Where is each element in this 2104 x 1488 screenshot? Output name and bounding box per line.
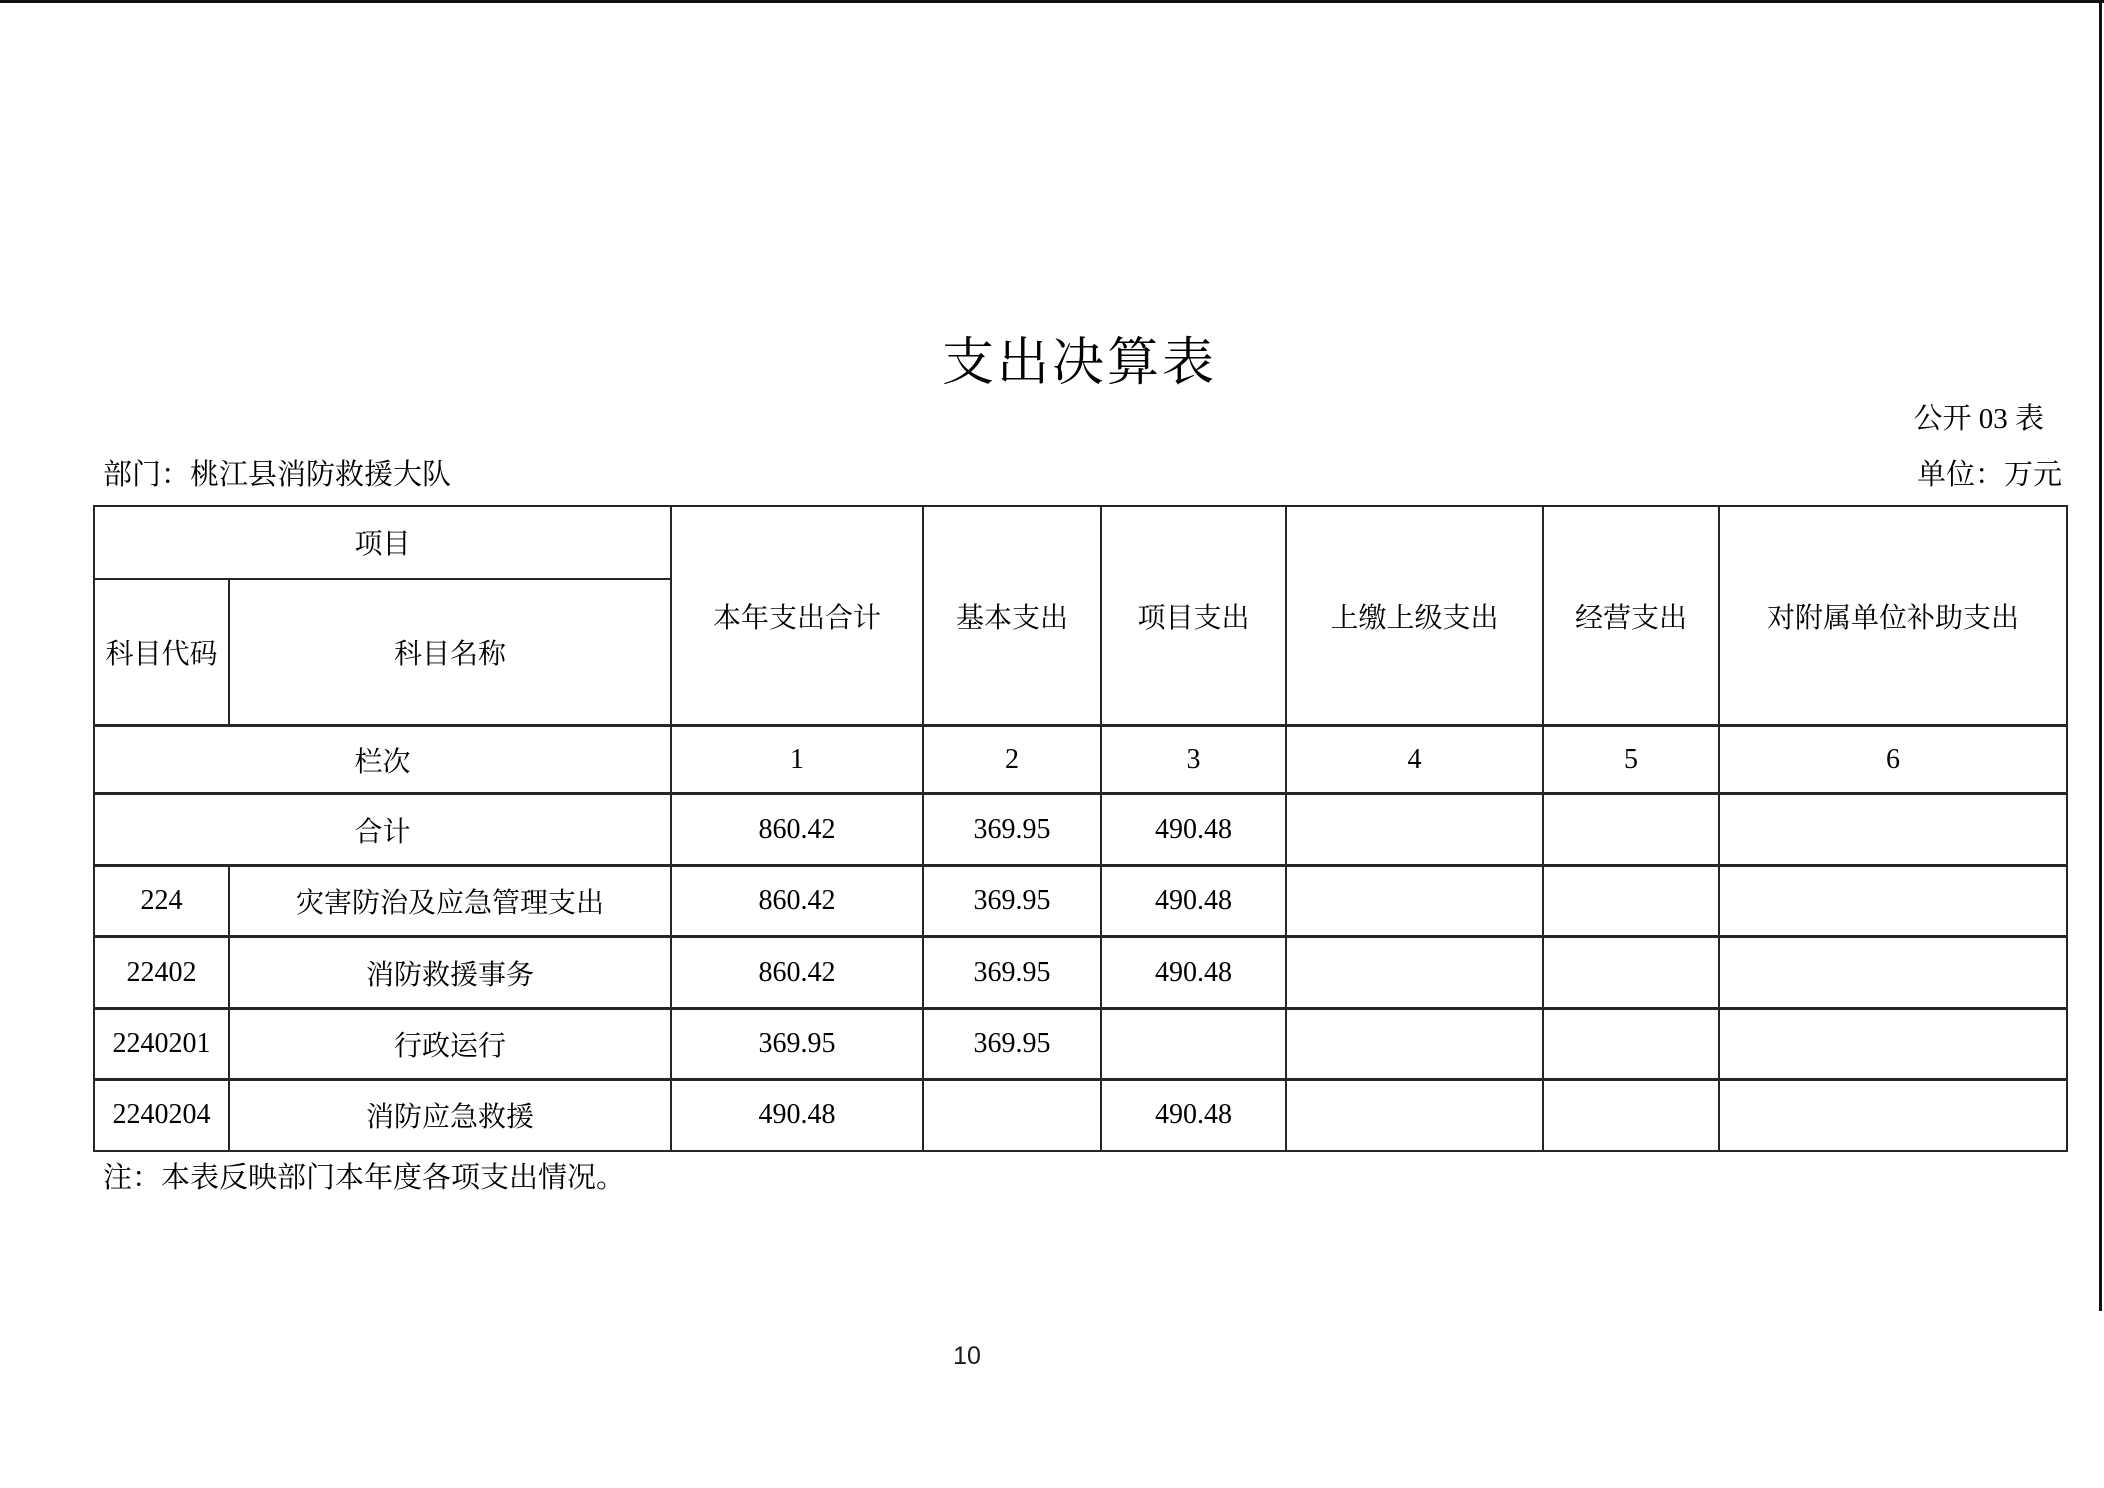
table-row bbox=[94, 1080, 2067, 1151]
lanci-number: 2 bbox=[923, 726, 1101, 794]
header-col-total: 本年支出合计 bbox=[671, 506, 923, 726]
header-col-project-exp: 项目支出 bbox=[1101, 506, 1286, 726]
cell-value bbox=[1286, 866, 1543, 937]
cell-value bbox=[1719, 866, 2067, 937]
cell-value: 490.48 bbox=[1101, 794, 1286, 866]
header-col-basic: 基本支出 bbox=[923, 506, 1101, 726]
cell-value bbox=[1543, 1080, 1719, 1151]
unit-label: 单位：万元 bbox=[1916, 459, 2062, 491]
lanci-number: 3 bbox=[1101, 726, 1286, 794]
cell-code: 22402 bbox=[94, 937, 229, 1009]
cell-value: 490.48 bbox=[1101, 866, 1286, 937]
cell-value: 490.48 bbox=[1101, 1080, 1286, 1151]
lanci-label: 栏次 bbox=[94, 726, 671, 794]
cell-value bbox=[1286, 1009, 1543, 1080]
cell-name: 消防救援事务 bbox=[229, 937, 671, 1009]
cell-value bbox=[1286, 937, 1543, 1009]
lanci-number: 1 bbox=[671, 726, 923, 794]
cell-value bbox=[1543, 937, 1719, 1009]
cell-value: 369.95 bbox=[671, 1009, 923, 1080]
header-col-upper: 上缴上级支出 bbox=[1286, 506, 1543, 726]
cell-value bbox=[1719, 937, 2067, 1009]
row-label: 合计 bbox=[94, 794, 671, 866]
header-subject-name: 科目名称 bbox=[229, 579, 671, 726]
table-row bbox=[94, 866, 2067, 937]
cell-value bbox=[1286, 1080, 1543, 1151]
cell-name: 消防应急救援 bbox=[229, 1080, 671, 1151]
header-row-project bbox=[94, 506, 2067, 579]
cell-value bbox=[1101, 1009, 1286, 1080]
header-project: 项目 bbox=[94, 506, 671, 579]
expenditure-table bbox=[93, 505, 2068, 1152]
note-text: 注：本表反映部门本年度各项支出情况。 bbox=[103, 1162, 626, 1194]
publish-table-label: 公开 03 表 bbox=[1913, 403, 2044, 435]
cell-name: 行政运行 bbox=[229, 1009, 671, 1080]
header-col-subsidy: 对附属单位补助支出 bbox=[1719, 506, 2067, 726]
cell-value: 490.48 bbox=[671, 1080, 923, 1151]
cell-value: 369.95 bbox=[923, 937, 1101, 1009]
cell-value: 369.95 bbox=[923, 866, 1101, 937]
page-number: 10 bbox=[953, 1342, 981, 1370]
lanci-number: 5 bbox=[1543, 726, 1719, 794]
cell-code: 224 bbox=[94, 866, 229, 937]
cell-value: 860.42 bbox=[671, 937, 923, 1009]
lanci-number: 4 bbox=[1286, 726, 1543, 794]
lanci-row bbox=[94, 726, 2067, 794]
header-col-operating: 经营支出 bbox=[1543, 506, 1719, 726]
scan-border-right bbox=[2099, 0, 2102, 1311]
cell-value: 860.42 bbox=[671, 794, 923, 866]
cell-value bbox=[1286, 794, 1543, 866]
table-row bbox=[94, 937, 2067, 1009]
cell-value bbox=[1543, 1009, 1719, 1080]
cell-value bbox=[923, 1080, 1101, 1151]
cell-value: 490.48 bbox=[1101, 937, 1286, 1009]
cell-value bbox=[1719, 1080, 2067, 1151]
table-row-total bbox=[94, 794, 2067, 866]
cell-value bbox=[1543, 866, 1719, 937]
cell-value: 369.95 bbox=[923, 794, 1101, 866]
page-title: 支出决算表 bbox=[941, 335, 1217, 392]
cell-value bbox=[1719, 794, 2067, 866]
cell-value bbox=[1719, 1009, 2067, 1080]
table-row bbox=[94, 1009, 2067, 1080]
lanci-number: 6 bbox=[1719, 726, 2067, 794]
cell-code: 2240204 bbox=[94, 1080, 229, 1151]
cell-name: 灾害防治及应急管理支出 bbox=[229, 866, 671, 937]
cell-value: 860.42 bbox=[671, 866, 923, 937]
header-subject-code: 科目代码 bbox=[94, 579, 229, 726]
cell-value bbox=[1543, 794, 1719, 866]
scan-border-top bbox=[0, 0, 2104, 3]
cell-value: 369.95 bbox=[923, 1009, 1101, 1080]
cell-code: 2240201 bbox=[94, 1009, 229, 1080]
department-label: 部门：桃江县消防救援大队 bbox=[103, 459, 452, 491]
